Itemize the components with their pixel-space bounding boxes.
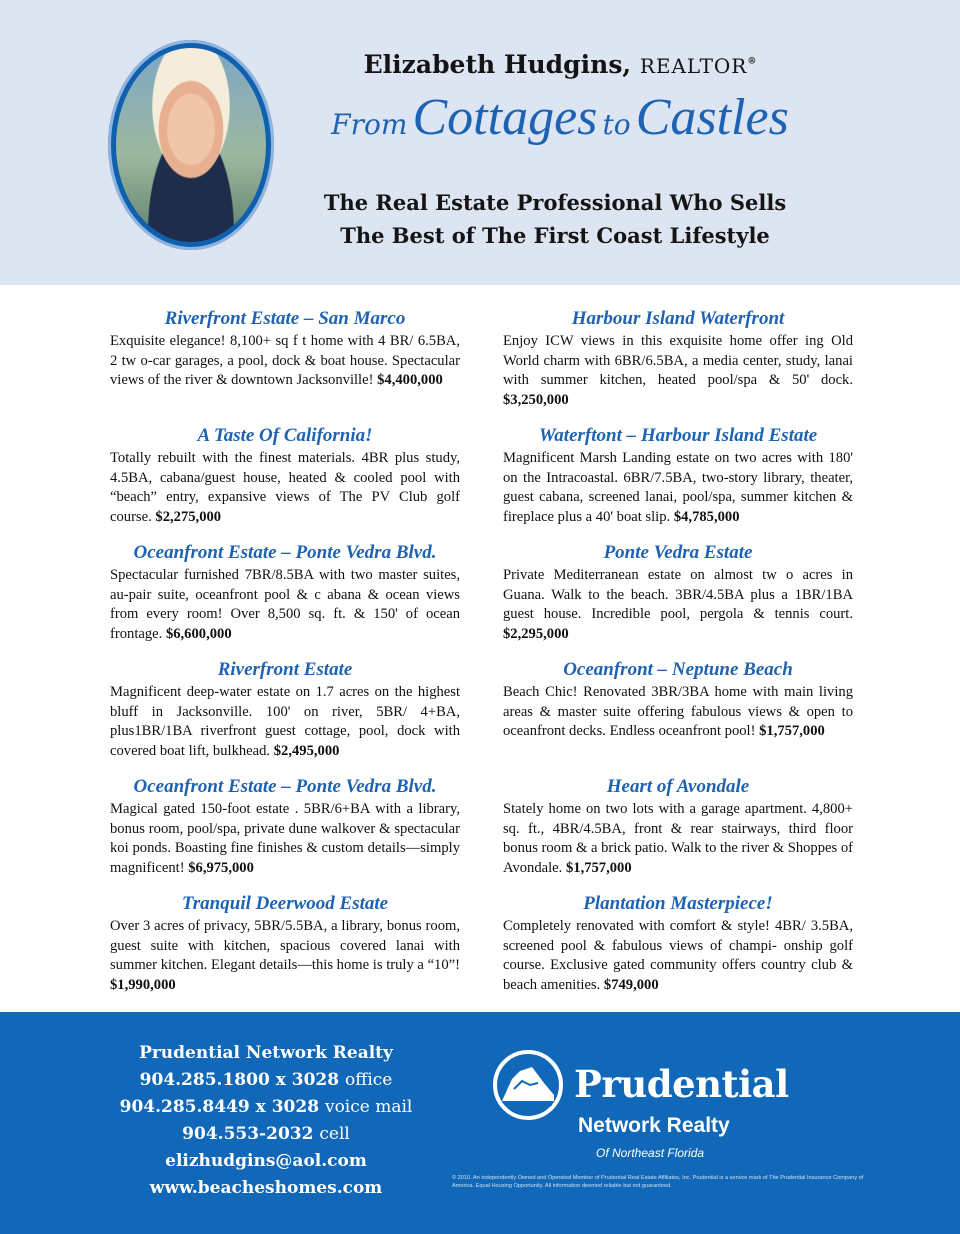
listing: [503, 774, 853, 891]
listing-price: $749,000: [603, 976, 659, 993]
listing-text: Completely renovated with comfort & style! 4BR/ 3.5BA, screened pool & fabulous views of champi- onship golf course. Exclusive gated community offers country club & beach amenities.: [503, 918, 853, 993]
listing-text: Magical gated 150-foot estate . 5BR/6+BA with a library, bonus room, pool/spa, private dune walkover & spectacular koi ponds. Boasting fine finishes & custom details—simply magnificent!: [110, 801, 460, 876]
agent-portrait: [116, 48, 266, 242]
listing: [110, 423, 460, 540]
listing-title: Tranquil Deerwood Estate: [181, 893, 389, 914]
tagline-to: to: [602, 108, 631, 141]
footer-banner: [0, 1012, 960, 1234]
website-link[interactable]: www.beacheshomes.com: [149, 1178, 383, 1198]
listing-description: [503, 917, 853, 995]
listing-description: [110, 566, 460, 644]
cell-phone-number: 904.553-2032: [182, 1124, 314, 1144]
registered-mark: ®: [747, 56, 757, 67]
listing-description: [503, 566, 853, 644]
listing-text: Magnificent deep-water estate on 1.7 acres on the highest bluff in Jacksonville. 100' on river, 5BR/ 4+BA, plus1BR/1BA riverfront guest cottage, pool, dock with covered boat lift, bulkhead.: [110, 684, 460, 759]
tagline-from: From: [331, 108, 408, 141]
listing-price: $2,275,000: [155, 508, 222, 525]
rock-of-gibraltar-icon: [492, 1049, 564, 1121]
listing-description: [110, 917, 460, 995]
cell-phone-label: cell: [319, 1124, 350, 1144]
listing: [503, 891, 853, 1008]
listing-description: [503, 800, 853, 878]
company-name: Prudential Network Realty: [139, 1043, 393, 1063]
contact-block: [110, 1040, 422, 1202]
listing: [110, 774, 460, 891]
voicemail-phone-label: voice mail: [324, 1097, 413, 1117]
tagline-castles: Castles: [635, 89, 789, 146]
listing-description: [110, 800, 460, 878]
listing-text: Enjoy ICW views in this exquisite home offer ing Old World charm with 6BR/6.5BA, a media center, study, lanai with summer kitchen, heated pool/spa & 50' dock.: [503, 333, 853, 388]
listing: [503, 657, 853, 774]
listing-title: Waterftont – Harbour Island Estate: [538, 425, 818, 446]
headline-line-2: The Best of The First Coast Lifestyle: [340, 223, 770, 248]
headline-line-1: The Real Estate Professional Who Sells: [323, 190, 787, 215]
agent-portrait-frame: [108, 40, 274, 250]
agent-name-text: Elizabeth Hudgins,: [363, 50, 632, 79]
listing: [110, 891, 460, 1008]
listing-price: $4,785,000: [673, 508, 740, 525]
listing-price: $2,495,000: [273, 742, 340, 759]
listing-text: Magnificent Marsh Landing estate on two acres with 180' on the Intracoastal. 6BR/7.5BA, two-story library, theater, guest cabana, screened lanai, pool/spa, summer kitchen & fireplace plus a 40' boat slip.: [503, 450, 853, 525]
listing-description: [503, 683, 853, 742]
listing-title: Heart of Avondale: [606, 776, 750, 797]
listing-description: [110, 683, 460, 761]
listing-description: [503, 449, 853, 527]
listing-title: A Taste Of California!: [197, 425, 373, 446]
listing-text: Over 3 acres of privacy, 5BR/5.5BA, a library, bonus room, guest suite with kitchen, spacious covered lanai with summer kitchen. Elegant details—this home is truly a “10”!: [110, 918, 460, 973]
listings-right-column: [503, 306, 853, 1008]
listing: [110, 657, 460, 774]
brand-name: Prudential: [574, 1062, 789, 1106]
headline: [300, 186, 810, 252]
listing-text: Private Mediterranean estate on almost tw o acres in Guana. Walk to the beach. 3BR/4.5BA plus a 1BR/1BA guest house. Incredible pool, pergola & tennis court.: [503, 567, 853, 622]
listing-text: Totally rebuilt with the finest materials. 4BR plus study, 4.5BA, cabana/guest house, heated & cooled pool with “beach” entry, expansive views of The PV Club golf course.: [110, 450, 460, 525]
listing: [503, 306, 853, 423]
listing-title: Oceanfront Estate – Ponte Vedra Blvd.: [133, 542, 437, 563]
listing: [503, 540, 853, 657]
listing-title: Oceanfront – Neptune Beach: [563, 659, 793, 680]
listing: [110, 540, 460, 657]
listing-price: $6,975,000: [188, 859, 254, 876]
brand-region: Of Northeast Florida: [596, 1146, 705, 1160]
listing-text: Exquisite elegance! 8,100+ sq f t home with 4 BR/ 6.5BA, 2 tw o-car garages, a pool, dock & boat house. Spectacular views of the river & downtown Jacksonville!: [110, 333, 460, 388]
agent-title: REALTOR: [639, 54, 748, 78]
listing-price: $6,600,000: [165, 625, 232, 642]
cell-phone: [110, 1121, 422, 1148]
listing-text: Stately home on two lots with a garage apartment. 4,800+ sq. ft., 4BR/4.5BA, front & rear stairways, third floor bonus room & a brick patio. Walk to the river & Shoppes of Avondale.: [503, 801, 853, 876]
listing: [503, 423, 853, 540]
listing-text: Spectacular furnished 7BR/8.5BA with two master suites, au-pair suite, oceanfront pool & c abana & ocean views from every room! Over 8,500 sq. ft. & 150' of ocean frontage.: [110, 567, 460, 642]
listing-title: Harbour Island Waterfront: [571, 308, 785, 329]
listings-left-column: [110, 306, 460, 1008]
tagline-cottages: Cottages: [412, 89, 598, 146]
office-phone-label: office: [345, 1070, 393, 1090]
legal-disclaimer: © 2010. An independently Owned and Operated Member of Prudential Real Estate Affiliates, Inc. Prudential is a service mark of The Prudential Insurance Company of America. Equal Housing Opportunity. All information deemed reliable but not guaranteed.: [452, 1175, 864, 1189]
listing-text: Beach Chic! Renovated 3BR/3BA home with main living areas & master suite offering fabulous views & open to oceanfront decks. Endless oceanfront pool!: [503, 684, 853, 739]
listing-price: $4,400,000: [377, 372, 443, 388]
office-phone-number: 904.285.1800 x 3028: [139, 1070, 340, 1090]
office-phone: [110, 1067, 422, 1094]
voicemail-phone: [110, 1094, 422, 1121]
listing: [110, 306, 460, 423]
listing-price: $3,250,000: [503, 391, 569, 408]
listing-description: [110, 332, 460, 391]
listing-description: [110, 449, 460, 527]
listing-price: $2,295,000: [503, 625, 569, 642]
listing-title: Oceanfront Estate – Ponte Vedra Blvd.: [133, 776, 437, 797]
listing-title: Riverfront Estate – San Marco: [164, 308, 406, 329]
listing-price: $1,990,000: [110, 976, 176, 993]
header-banner: [0, 0, 960, 285]
listing-title: Riverfront Estate: [217, 659, 353, 680]
listing-description: [503, 332, 853, 410]
listing-title: Plantation Masterpiece!: [583, 893, 773, 914]
listing-price: $1,757,000: [759, 723, 825, 739]
email-link[interactable]: elizhudgins@aol.com: [165, 1151, 367, 1171]
agent-name: [300, 50, 820, 79]
voicemail-phone-number: 904.285.8449 x 3028: [119, 1097, 320, 1117]
brand-subtitle: Network Realty: [578, 1114, 730, 1137]
listing-price: $1,757,000: [565, 859, 632, 876]
listing-title: Ponte Vedra Estate: [603, 542, 753, 563]
tagline: [300, 88, 820, 147]
